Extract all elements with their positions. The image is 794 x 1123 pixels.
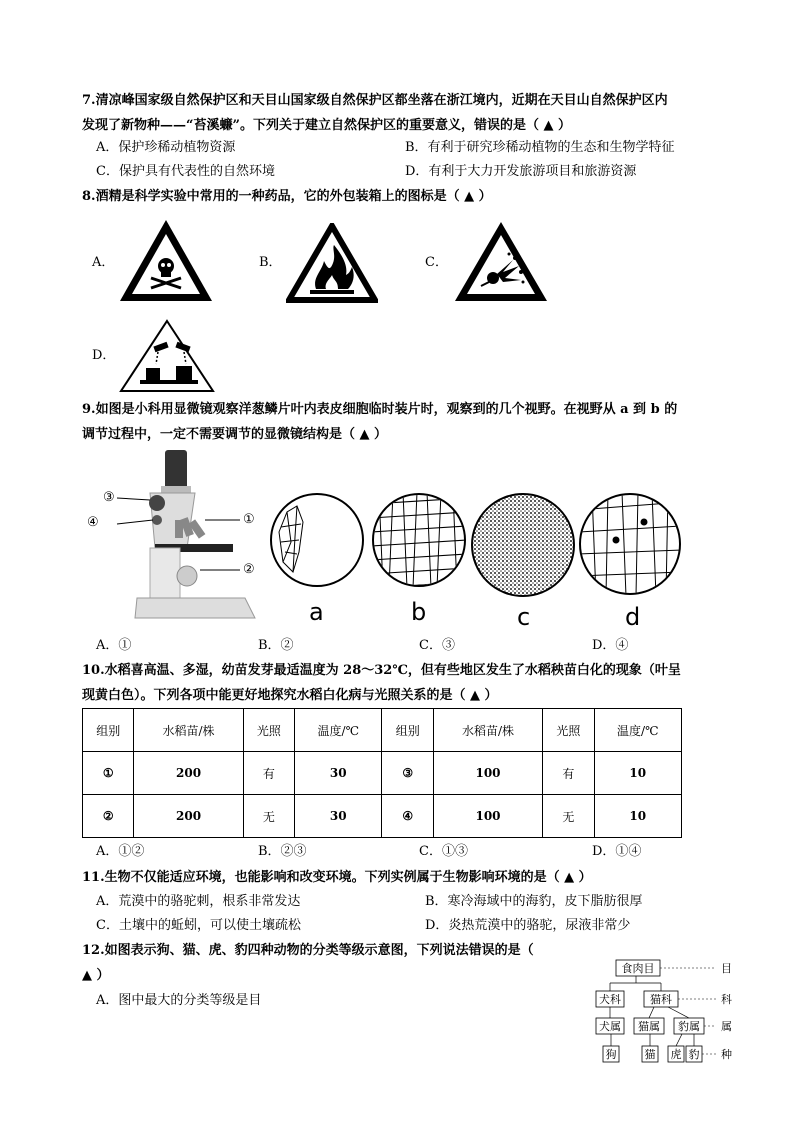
view-c-circle — [470, 492, 576, 598]
q9-option-c: C．③ — [419, 638, 455, 653]
table-header: 温度/℃ — [594, 709, 681, 752]
microscope-label-3: ③ — [103, 490, 115, 505]
tree-species-leopard: 豹 — [688, 1048, 700, 1061]
tree-level-genus: 属 — [721, 1020, 732, 1033]
tree-level-family: 科 — [721, 993, 732, 1006]
q9-option-b: B．② — [258, 638, 294, 653]
q12-stem-line1: 12.如图表示狗、猫、虎、豹四种动物的分类等级示意图，下列说法错误的是（ — [82, 943, 534, 958]
q10-option-d: D．①④ — [592, 844, 642, 859]
table-cell: 100 — [433, 752, 542, 795]
tree-level-species: 种 — [721, 1048, 732, 1061]
tree-order: 食肉目 — [621, 962, 655, 975]
tree-species-dog: 狗 — [605, 1048, 617, 1061]
table-header: 光照 — [543, 709, 594, 752]
table-cell: 100 — [433, 795, 542, 838]
microscope-label-1: ① — [243, 512, 255, 527]
q10-stem-line1: 10.水稻喜高温、多湿，幼苗发芽最适温度为 28～32℃，但有些地区发生了水稻秧苗白化的现象（叶呈 — [82, 663, 681, 678]
table-cell: ① — [83, 752, 134, 795]
q9-stem-line2: 调节过程中，一定不需要调节的显微镜结构是（ ▲ ） — [82, 427, 388, 442]
table-cell: 30 — [295, 752, 382, 795]
q7-option-d: D．有利于大力开发旅游项目和旅游资源 — [405, 164, 637, 179]
table-cell: 200 — [134, 752, 243, 795]
table-header: 水稻苗/株 — [134, 709, 243, 752]
table-cell: ② — [83, 795, 134, 838]
q8-label-a: A． — [92, 255, 115, 270]
view-d-label: d — [625, 603, 641, 631]
table-header: 温度/℃ — [295, 709, 382, 752]
q7-option-b: B．有利于研究珍稀动植物的生态和生物学特征 — [405, 140, 675, 155]
q10-option-a: A．①② — [96, 844, 145, 859]
table-cell: 30 — [295, 795, 382, 838]
q8-stem: 8.酒精是科学实验中常用的一种药品，它的外包装箱上的图标是（ ▲ ） — [82, 189, 492, 204]
table-header: 组别 — [382, 709, 433, 752]
q10-stem-line2: 现黄白色）。下列各项中能更好地探究水稻白化病与光照关系的是（ ▲ ） — [82, 688, 498, 703]
table-cell: 无 — [243, 795, 294, 838]
q8-label-d: D． — [92, 348, 116, 363]
q7-stem-line2: 发现了新物种——“苔溪蠊”。下列关于建立自然保护区的重要意义，错误的是（ ▲ ） — [82, 118, 572, 133]
q11-stem: 11.生物不仅能适应环境，也能影响和改变环境。下列实例属于生物影响环境的是（ ▲ ） — [82, 870, 592, 885]
view-a-label: a — [309, 598, 324, 626]
q7-option-a: A．保护珍稀动植物资源 — [96, 140, 236, 155]
q11-option-d: D．炎热荒漠中的骆驼，尿液非常少 — [425, 918, 631, 933]
toxic-skull-icon — [118, 218, 214, 303]
microscope-label-2: ② — [243, 562, 255, 577]
microscope-figure — [95, 448, 265, 623]
table-cell: 10 — [594, 752, 681, 795]
q12-stem-line2: ▲ ） — [82, 968, 110, 983]
table-cell: 200 — [134, 795, 243, 838]
table-header-row — [83, 709, 682, 752]
q11-option-b: B．寒冷海域中的海豹，皮下脂肪很厚 — [425, 894, 643, 909]
microscope-label-4: ④ — [87, 515, 99, 530]
explosive-icon — [453, 220, 549, 303]
view-b-label: b — [411, 598, 427, 626]
q10-table — [82, 708, 682, 838]
q8-label-c: C． — [425, 255, 448, 270]
view-c-label: c — [517, 603, 531, 631]
table-row — [83, 795, 682, 838]
table-cell: 无 — [543, 795, 594, 838]
corrosive-icon — [118, 318, 216, 394]
table-cell: ④ — [382, 795, 433, 838]
table-cell: 有 — [543, 752, 594, 795]
table-cell: 有 — [243, 752, 294, 795]
tree-level-order: 目 — [721, 962, 732, 975]
q9-stem-line1: 9.如图是小科用显微镜观察洋葱鳞片叶内表皮细胞临时装片时，观察到的几个视野。在视野从 a 到 b 的 — [82, 402, 678, 417]
tree-species-tiger: 虎 — [670, 1048, 682, 1061]
view-b-circle — [371, 492, 467, 588]
q12-option-a: A．图中最大的分类等级是目 — [96, 993, 262, 1008]
tree-family-cat: 猫科 — [650, 993, 672, 1006]
table-cell: ③ — [382, 752, 433, 795]
tree-genus-dog: 犬属 — [599, 1020, 621, 1033]
table-header: 水稻苗/株 — [433, 709, 542, 752]
q8-label-b: B． — [259, 255, 282, 270]
q7-stem-line1: 7.清凉峰国家级自然保护区和天目山国家级自然保护区都坐落在浙江境内，近期在天目山自然保护区内 — [82, 93, 668, 108]
tree-genus-cat: 猫属 — [638, 1020, 660, 1033]
q9-option-d: D．④ — [592, 638, 629, 653]
tree-family-dog: 犬科 — [599, 993, 621, 1006]
table-row — [83, 752, 682, 795]
tree-species-cat: 猫 — [644, 1048, 656, 1061]
q10-option-c: C．①③ — [419, 844, 468, 859]
q7-option-c: C．保护具有代表性的自然环境 — [96, 164, 275, 179]
view-a-circle — [269, 492, 365, 588]
table-header: 组别 — [83, 709, 134, 752]
q11-option-a: A．荒漠中的骆驼刺，根系非常发达 — [96, 894, 301, 909]
view-d-circle — [578, 492, 682, 596]
q10-option-b: B．②③ — [258, 844, 307, 859]
tree-genus-leopard: 豹属 — [678, 1020, 700, 1033]
table-header: 光照 — [243, 709, 294, 752]
flammable-flame-icon — [286, 223, 378, 303]
classification-tree — [590, 958, 790, 1068]
table-cell: 10 — [594, 795, 681, 838]
q9-option-a: A．① — [96, 638, 132, 653]
q11-option-c: C．土壤中的蚯蚓，可以使土壤疏松 — [96, 918, 301, 933]
